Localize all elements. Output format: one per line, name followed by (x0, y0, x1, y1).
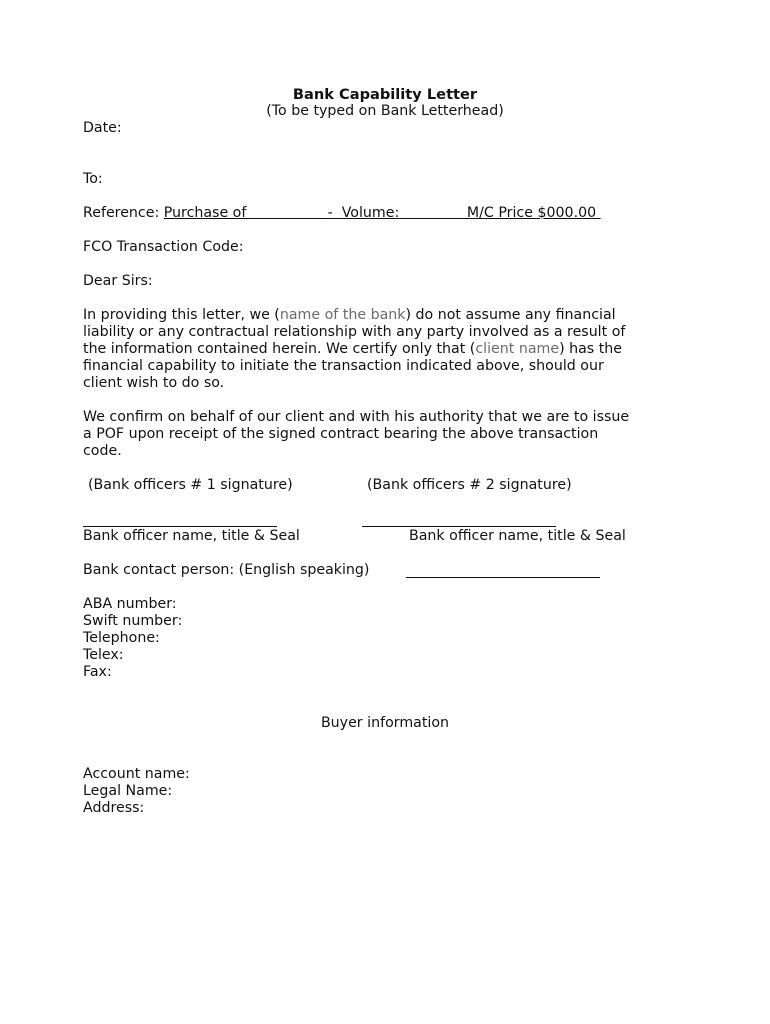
signature-2-label: (Bank officers # 2 signature) (367, 477, 572, 493)
paragraph-line: financial capability to initiate the transaction indicated above, should our (83, 358, 604, 374)
signature-2-line (362, 526, 556, 527)
account-name-label: Account name: (83, 766, 190, 782)
signature-1-line (83, 526, 277, 527)
date-label: Date: (83, 120, 122, 136)
client-name-placeholder: client name (475, 341, 560, 357)
paragraph-line: client wish to do so. (83, 375, 225, 391)
paragraph-line (83, 341, 693, 358)
telex-label: Telex: (83, 647, 124, 663)
fco-transaction-code-label: FCO Transaction Code: (83, 239, 244, 255)
officer-1-caption: Bank officer name, title & Seal (83, 528, 300, 544)
paragraph-line: a POF upon receipt of the signed contract bearing the above transaction (83, 426, 599, 442)
telephone-label: Telephone: (83, 630, 160, 646)
reference-purchase: Purchase of (163, 205, 247, 221)
buyer-information-heading: Buyer information (320, 715, 450, 731)
paragraph-disclaimer (83, 307, 693, 392)
to-label: To: (83, 171, 103, 187)
letter-title: Bank Capability Letter (292, 86, 478, 103)
officer-2-caption: Bank officer name, title & Seal (409, 528, 626, 544)
swift-number-label: Swift number: (83, 613, 183, 629)
reference-details (164, 205, 601, 221)
aba-number-label: ABA number: (83, 596, 177, 612)
reference-label: Reference: (83, 205, 160, 221)
reference-volume: - Volume: (327, 205, 400, 221)
paragraph-text: ) do not assume any financial (405, 307, 616, 323)
paragraph-text: the information contained herein. We certify only that ( (83, 341, 476, 357)
reference-price: M/C Price $000.00 (466, 205, 597, 221)
contact-person-label: Bank contact person: (English speaking) (83, 562, 370, 578)
paragraph-line: liability or any contractual relationship with any party involved as a result of (83, 324, 626, 340)
signature-1-label: (Bank officers # 1 signature) (88, 477, 293, 493)
paragraph-text: In providing this letter, we ( (83, 307, 280, 323)
paragraph-confirmation (83, 409, 693, 460)
contact-person-line (406, 577, 600, 578)
paragraph-line: code. (83, 443, 122, 459)
salutation: Dear Sirs: (83, 273, 153, 289)
legal-name-label: Legal Name: (83, 783, 173, 799)
paragraph-text: ) has the (559, 341, 622, 357)
letter-subtitle: (To be typed on Bank Letterhead) (266, 103, 504, 119)
fax-label: Fax: (83, 664, 112, 680)
paragraph-line: We confirm on behalf of our client and with his authority that we are to issue (83, 409, 630, 425)
address-label: Address: (83, 800, 145, 816)
bank-name-placeholder: name of the bank (279, 307, 406, 323)
paragraph-line (83, 307, 693, 324)
reference-line (83, 205, 601, 222)
